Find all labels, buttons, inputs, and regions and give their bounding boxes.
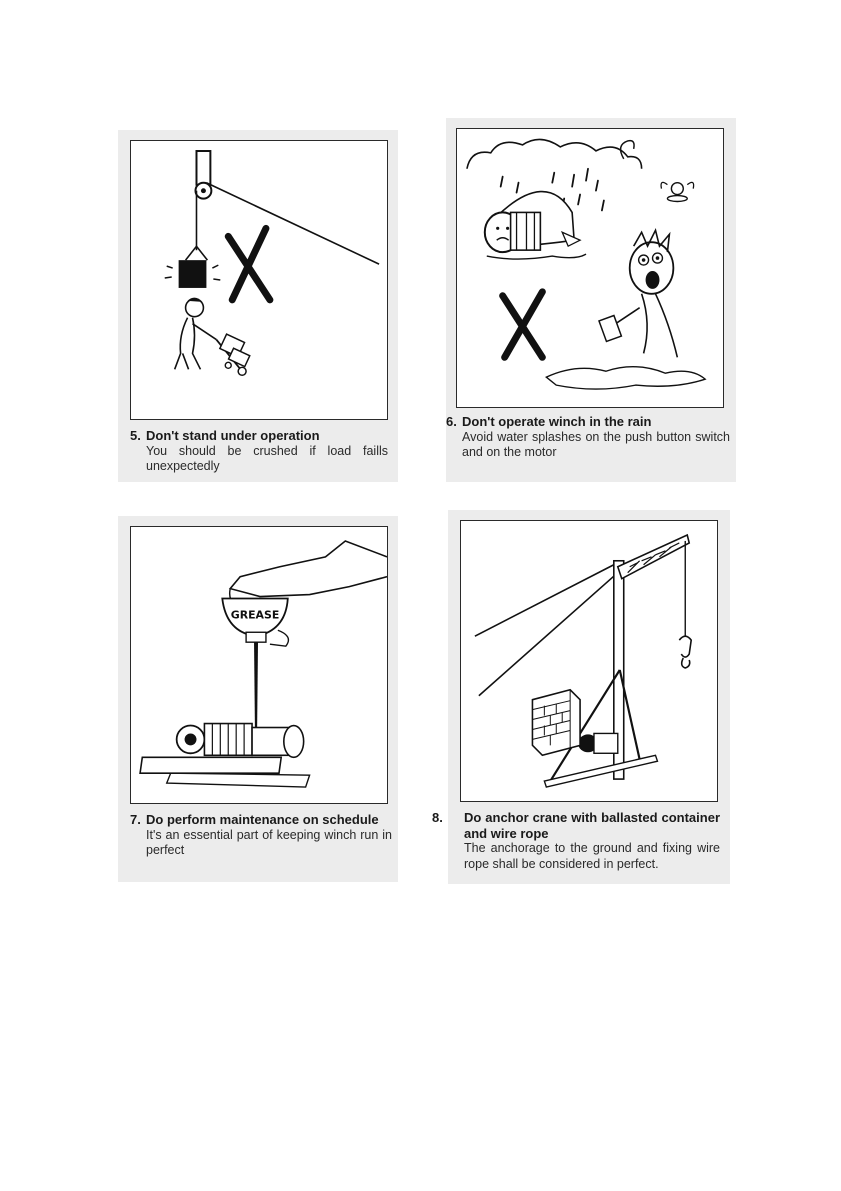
rain-winch-illustration — [457, 129, 723, 407]
caption-title — [130, 428, 388, 444]
caption-5 — [130, 428, 388, 475]
caption-7 — [130, 812, 392, 859]
caption-6 — [446, 414, 730, 461]
safety-item-6 — [446, 118, 736, 482]
item-title: Do anchor crane with ballasted container and wire rope — [464, 810, 720, 841]
item-title: Don't stand under operation — [146, 428, 320, 443]
anchored-crane-illustration — [461, 521, 717, 801]
illustration-7 — [130, 526, 388, 804]
illustration-8 — [460, 520, 718, 802]
caption-title — [446, 414, 730, 430]
item-number: 6. — [446, 414, 457, 429]
item-number: 8. — [432, 810, 443, 825]
greasing-illustration — [131, 527, 387, 803]
item-body: You should be crushed if load faills unexpectedly — [146, 443, 388, 473]
load-overhead-illustration — [131, 141, 387, 419]
safety-item-7 — [118, 516, 398, 882]
illustration-5 — [130, 140, 388, 420]
item-body: The anchorage to the ground and fixing wire rope shall be considered in perfect. — [464, 841, 720, 871]
caption-title — [130, 812, 392, 828]
grease-label: GREASE — [230, 608, 280, 622]
caption-8 — [432, 810, 720, 872]
item-number: 7. — [130, 812, 141, 827]
caption-title — [432, 810, 720, 841]
item-title: Don't operate winch in the rain — [462, 414, 652, 429]
safety-item-5 — [118, 130, 398, 482]
item-body: Avoid water splashes on the push button switch and on the motor — [462, 429, 730, 459]
item-number: 5. — [130, 428, 141, 443]
safety-item-8 — [432, 510, 730, 884]
item-title: Do perform maintenance on schedule — [146, 812, 379, 827]
item-body: It's an essential part of keeping winch run in perfect — [146, 827, 392, 857]
illustration-6 — [456, 128, 724, 408]
